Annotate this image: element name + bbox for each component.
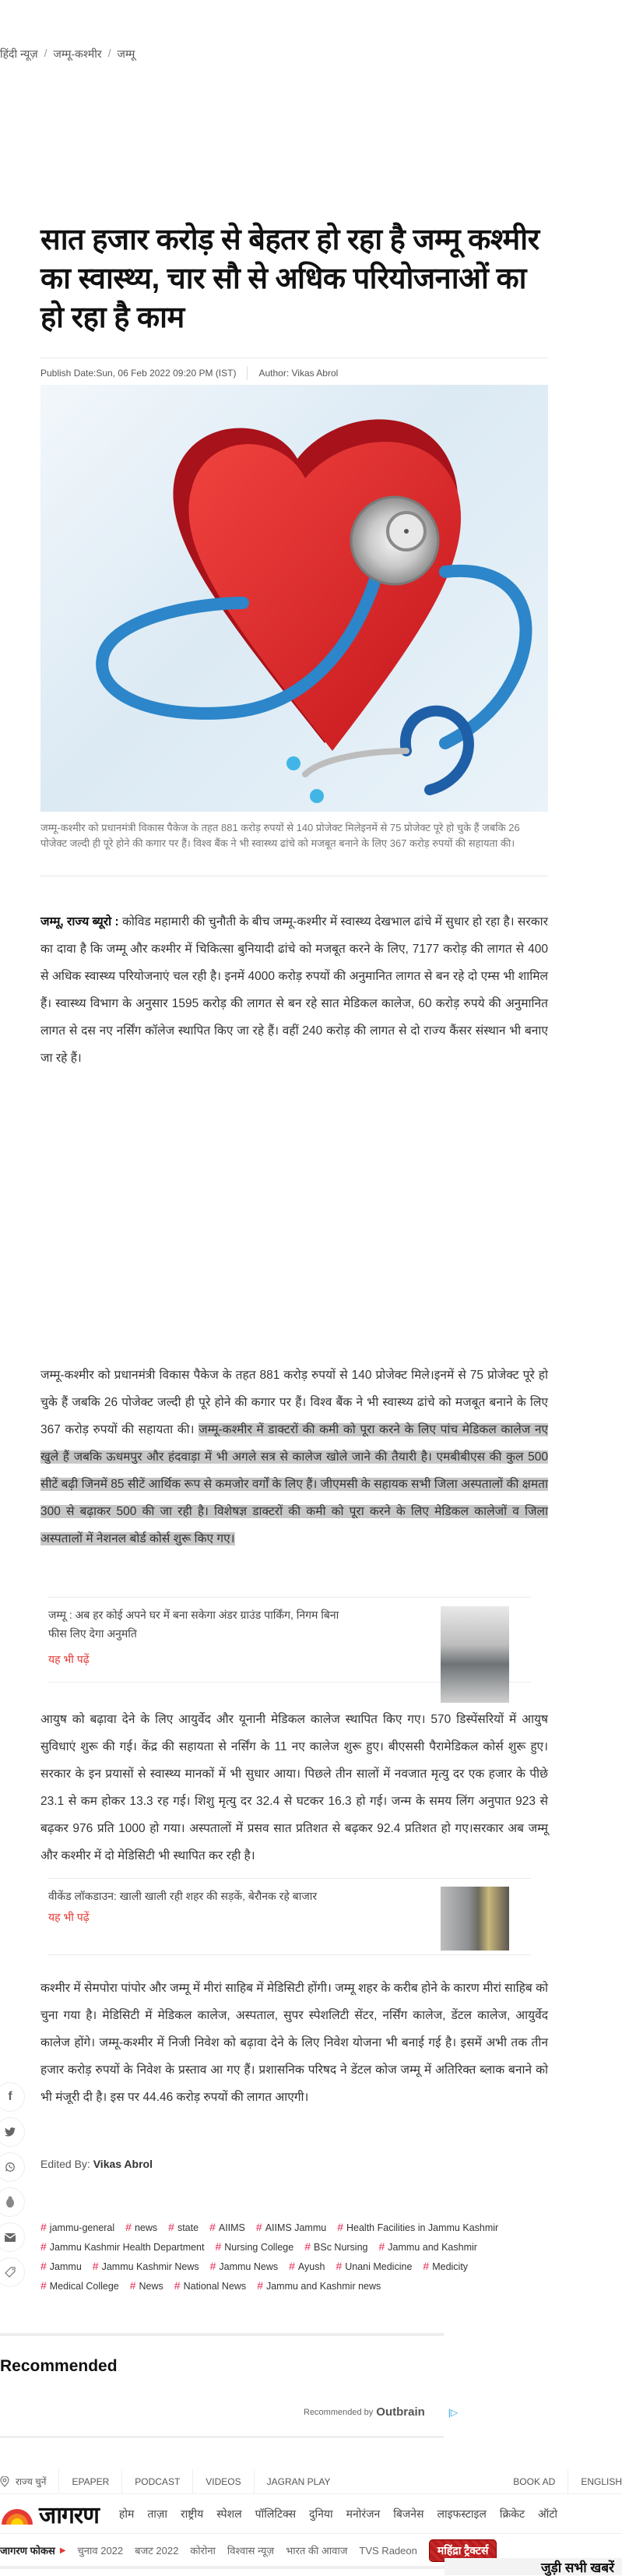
- tag-row: [40, 2217, 554, 2236]
- site-topbar: [0, 2469, 622, 2494]
- edited-by: [40, 2158, 153, 2170]
- tag-link[interactable]: # Unani Medicine: [336, 2259, 413, 2272]
- tag-link[interactable]: # Jammu Kashmir Health Department: [40, 2239, 205, 2253]
- also-read-link[interactable]: यह भी पढ़ें: [48, 1653, 90, 1665]
- tag-list: [40, 2217, 554, 2295]
- focus-item-budget[interactable]: बजट 2022: [135, 2545, 179, 2557]
- sun-logo-icon: [0, 2504, 34, 2525]
- nav-item-business[interactable]: बिजनेस: [393, 2507, 424, 2520]
- also-read-card[interactable]: [48, 1597, 531, 1683]
- tag-row: [40, 2236, 554, 2256]
- focus-label: जागरण फोकस ▶: [0, 2545, 66, 2557]
- also-read-link[interactable]: यह भी पढ़ें: [48, 1911, 90, 1923]
- tag-row: [40, 2275, 554, 2295]
- outbrain-play-icon: |▷: [448, 2406, 459, 2418]
- parking-garage-thumbnail[interactable]: [441, 1606, 509, 1703]
- nav-item-auto[interactable]: ऑटो: [538, 2507, 558, 2520]
- tag-link[interactable]: # Jammu News: [209, 2259, 279, 2272]
- nav-item-latest[interactable]: ताज़ा: [147, 2507, 167, 2520]
- tag-link[interactable]: # AIIMS Jammu: [255, 2220, 327, 2233]
- paragraph-text: कोविड महामारी की चुनौती के बीच जम्मू-कश्मीर में स्वास्थ्य देखभाल ढांचे में सुधार हो रहा है। सरकार का दावा है कि जम्मू और कश्मीर में चिकित्सा बुनियादी ढांचे को मजबूत करने के लिए, 7177 करोड़ की लागत से 400 से अधिक स्वास्थ्य परियोजनाएं चल रही है। इनमें 4000 करोड़ रुपयों की अनुमानित लागत से बन रहे दो एम्स भी शामिल हैं। स्वास्थ्य विभाग के अनुसार 1595 करोड़ की लागत से बन रहे सात मेडिकल कालेज, 60 करोड़ रुपये की अनुमानित लागत से दस नए नर्सिंग कॉलेज स्थापित किए जा रहे हैं। वहीं 240 करोड़ की लागत से दो राज्य कैंसर संस्थान भी बनाए जा रहे हैं।: [40, 915, 548, 1065]
- recommended-by-label: Recommended by: [304, 2407, 374, 2417]
- facebook-icon[interactable]: f: [0, 2082, 25, 2112]
- epaper-link[interactable]: EPAPER: [59, 2469, 122, 2493]
- author[interactable]: Author: Vikas Abrol: [258, 368, 339, 379]
- jagran-play-link[interactable]: JAGRAN PLAY: [266, 2476, 331, 2487]
- tag-link[interactable]: # state: [168, 2220, 199, 2233]
- article-paragraph-2: [40, 1362, 548, 1552]
- also-read-card[interactable]: [48, 1878, 531, 1955]
- nav-item-national[interactable]: राष्ट्रीय: [180, 2507, 204, 2520]
- focus-item-corona[interactable]: कोरोना: [190, 2545, 216, 2557]
- nav-items: [119, 2507, 557, 2521]
- topbar-right: [501, 2469, 622, 2493]
- nav-item-special[interactable]: स्पेशल: [216, 2507, 242, 2520]
- related-news-heading: जुड़ी सभी खबरें: [445, 2558, 622, 2575]
- logo-wordmark: जागरण: [39, 2503, 99, 2528]
- publish-date: Publish Date:Sun, 06 Feb 2022 09:20 PM (IST): [40, 368, 237, 379]
- focus-item-vishvas-news[interactable]: विश्वास न्यूज़: [227, 2545, 275, 2557]
- triangle-right-icon: ▶: [59, 2546, 66, 2555]
- paragraph-text: कश्मीर में सेमपोरा पांपोर और जम्मू में मीरां साहिब में मेडिसिटी होंगी। जम्मू शहर के करीब होने के कारण मीरां साहिब को चुना गया है। मेडिसिटी में मेडिकल कालेज, अस्पताल, सुपर स्पेशलिटी सेंटर, नर्सिंग कालेज, डेंटल कालेज, आयुर्वेद कालेज होंगे। जम्मू-कश्मीर में निजी निवेश को बढ़ावा देने के लिए निवेश योजना भी बनाई गई है। इसमें अभी तक तीन हजार करोड़ रुपयों के निवेश के प्रस्ताव आ गए हैं। प्रशासनिक परिषद ने डेंटल कोज जम्मू में अतिरिक्त ब्लाक बनाने को भी मंजूरी दी है। इस पर 44.46 करोड़ रुपयों की लागत आएगी।: [40, 1982, 548, 2104]
- meta-separator: [247, 366, 248, 380]
- article-meta: [40, 366, 338, 380]
- dateline: जम्मू, राज्य ब्यूरो :: [40, 915, 119, 929]
- section-divider: [0, 2333, 444, 2336]
- paragraph-text: जम्मू-कश्मीर को प्रधानमंत्री विकास पैकेज के तहत 881 करोड़ रुपयों से 140 प्रोजेक्ट मिले।इनमें से 75 प्रोजेक्ट पूरे हो चुके हैं जबकि 26 पोजेक्ट जल्दी ही पूरे होने की कगार पर हैं। विश्व बैंक ने भी स्वास्थ्य ढांचे को मजबूत बनाने के लिए 367 करोड़ रुपयों की सहायता की।: [40, 1369, 548, 1436]
- nav-item-home[interactable]: होम: [118, 2507, 135, 2520]
- tag-row: [40, 2256, 554, 2275]
- outbrain-attribution[interactable]: [304, 2405, 458, 2419]
- koo-icon[interactable]: [0, 2187, 25, 2217]
- focus-item-elections[interactable]: चुनाव 2022: [77, 2545, 124, 2557]
- focus-item-bharat-ki-awaaz[interactable]: भारत की आवाज: [286, 2545, 348, 2557]
- article-paragraph-3: [40, 1706, 548, 1869]
- section-divider: [0, 2436, 444, 2438]
- mahindra-tractors-badge[interactable]: महिंद्रा ट्रैक्टर्स: [429, 2539, 497, 2562]
- tag-link[interactable]: # BSc Nursing: [304, 2239, 368, 2253]
- also-read-headline[interactable]: वीकेंड लॉकडाउन: खाली खाली रही शहर की सड़कें, बेरौनक रहे बाजार: [48, 1890, 318, 1902]
- also-read-headline[interactable]: जम्मू : अब हर कोई अपने घर में बना सकेगा अंडर ग्राउंड पार्किंग, निगम बिना फीस लिए देगा अनुमति: [48, 1609, 339, 1640]
- tag-link[interactable]: # Jammu and Kashmir news: [257, 2278, 381, 2292]
- focus-item-tvs-radeon[interactable]: TVS Radeon: [359, 2544, 417, 2557]
- tag-link[interactable]: # Jammu Kashmir News: [92, 2259, 199, 2272]
- edited-by-label: Edited By:: [40, 2158, 90, 2170]
- nav-item-lifestyle[interactable]: लाइफस्टाइल: [437, 2507, 487, 2520]
- tag-link[interactable]: # News: [129, 2278, 163, 2292]
- location-pin-icon: [0, 2476, 9, 2487]
- english-link[interactable]: ENGLISH: [581, 2476, 622, 2487]
- podcast-link[interactable]: PODCAST: [122, 2469, 193, 2493]
- nav-item-politics[interactable]: पॉलिटिक्स: [255, 2507, 297, 2520]
- videos-link[interactable]: VIDEOS: [193, 2469, 254, 2493]
- tag-link[interactable]: # Medical College: [40, 2278, 119, 2292]
- breadcrumb-jammu[interactable]: जम्मू: [117, 48, 135, 60]
- email-icon[interactable]: [0, 2222, 25, 2252]
- jagran-logo[interactable]: [0, 2498, 99, 2530]
- share-rail: [0, 2082, 26, 2292]
- tag-icon[interactable]: [0, 2257, 25, 2287]
- tag-link[interactable]: # Health Facilities in Jammu Kashmir: [337, 2220, 499, 2233]
- tag-link[interactable]: # Jammu and Kashmir: [378, 2239, 477, 2253]
- recommended-heading: Recommended: [0, 2357, 118, 2375]
- tag-link[interactable]: # jammu-general: [40, 2220, 115, 2233]
- heart-stethoscope-illustration: [40, 385, 548, 812]
- tag-link[interactable]: # Nursing College: [215, 2239, 294, 2253]
- article-title: सात हजार करोड़ से बेहतर हो रहा है जम्मू कश्मीर का स्वास्थ्य, चार सौ से अधिक परियोजनाओं का हो रहा है काम: [40, 224, 539, 334]
- tag-link[interactable]: # Ayush: [289, 2259, 325, 2272]
- tag-link[interactable]: # Medicity: [423, 2259, 469, 2272]
- breadcrumb-separator: /: [44, 47, 47, 59]
- main-nav: [0, 2495, 622, 2534]
- nav-item-world[interactable]: दुनिया: [309, 2507, 333, 2520]
- book-ad-link[interactable]: BOOK AD: [501, 2469, 568, 2493]
- nav-item-cricket[interactable]: क्रिकेट: [499, 2507, 525, 2520]
- empty-street-thumbnail[interactable]: [441, 1887, 509, 1951]
- breadcrumb-jammu-kashmir[interactable]: जम्मू-कश्मीर: [53, 48, 102, 60]
- tag-link[interactable]: # National News: [174, 2278, 247, 2292]
- breadcrumb: [0, 47, 135, 62]
- tag-link[interactable]: # news: [125, 2220, 158, 2233]
- breadcrumb-separator: /: [107, 47, 111, 59]
- image-caption: जम्मू-कश्मीर को प्रधानमंत्री विकास पैकेज के तहत 881 करोड़ रुपयों से 140 प्रोजेक्ट मिलेइनमें से 75 प्रोजेक्ट पूरे हो चुके हैं जबकि 26 पोजेक्ट जल्दी ही पूरे होने की कगार पर हैं। विश्व बैंक ने भी स्वास्थ्य ढांचे को मजबूत बनाने के लिए 367 करोड़ रुपयों की सहायता की।: [40, 822, 520, 849]
- twitter-icon[interactable]: [0, 2117, 25, 2147]
- article-paragraph-1: [40, 908, 548, 1072]
- selected-text-highlight[interactable]: जम्मू-कश्मीर में डाक्टरों की कमी को पूरा करने के लिए पांच मेडिकल कालेज नए खुले हैं जबकि ऊधमपुर और हंदवाड़ा में भी अगले सत्र से कालेज खोले जाने की तैयारी है। एमबीबीएस की कुल 500 सीटें बढ़ी जिनमें 85 सीटें आर्थिक रूप से कमजोर वर्गों के लिए हैं। जीएमसी के सहायक सभी जिला अस्पतालों की क्षमता 300 से बढ़ाकर 500 की जा रही है। विशेषज्ञ डाक्टरों की कमी को पूरा करने के लिए मेडिकल कालेजों व जिला अस्पतालों में नेशनल बोर्ड कोर्स शुरू किए गए।: [40, 1423, 548, 1545]
- state-select[interactable]: राज्य चुनें: [0, 2469, 59, 2493]
- article-paragraph-4: [40, 1975, 548, 2111]
- hero-image: [40, 385, 548, 812]
- nav-item-entertainment[interactable]: मनोरंजन: [346, 2507, 381, 2520]
- whatsapp-icon[interactable]: [0, 2152, 25, 2182]
- tag-link[interactable]: # Jammu: [40, 2259, 82, 2272]
- editor-name[interactable]: Vikas Abrol: [93, 2158, 153, 2170]
- outbrain-logo: Outbrain: [376, 2405, 425, 2419]
- breadcrumb-hindi-news[interactable]: हिंदी न्यूज़: [0, 48, 38, 60]
- tag-link[interactable]: # AIIMS: [209, 2220, 245, 2233]
- paragraph-text: आयुष को बढ़ावा देने के लिए आयुर्वेद और यूनानी मेडिकल कालेज स्थापित किए गए। 570 डिस्पेंसरियों में आयुष सुविधाएं शुरू की गई। केंद्र की सहायता से नर्सिंग के 11 नए कालेज शुरू हुए। बीएससी पैरामेडिकल कोर्स शुरू हुए।सरकार के इन प्रयासों से स्वास्थ्य मानकों में भी सुधार आया। पिछले तीन सालों में नवजात मृत्यु दर एक हजार के पीछे 23.1 से कम होकर 13.3 रह गई। शिशु मृत्यु दर 32.4 से घटकर 16.3 हो गई। जन्म के समय लिंग अनुपात 923 से बढ़कर 976 प्रति 1000 हो गया। अस्पतालों में प्रसव सात प्रतिशत से बढ़कर 92.4 प्रतिशत हो गए।सरकार अब जम्मू और कश्मीर में दो मेडिसिटी भी स्थापित कर रही है।: [40, 1713, 548, 1862]
